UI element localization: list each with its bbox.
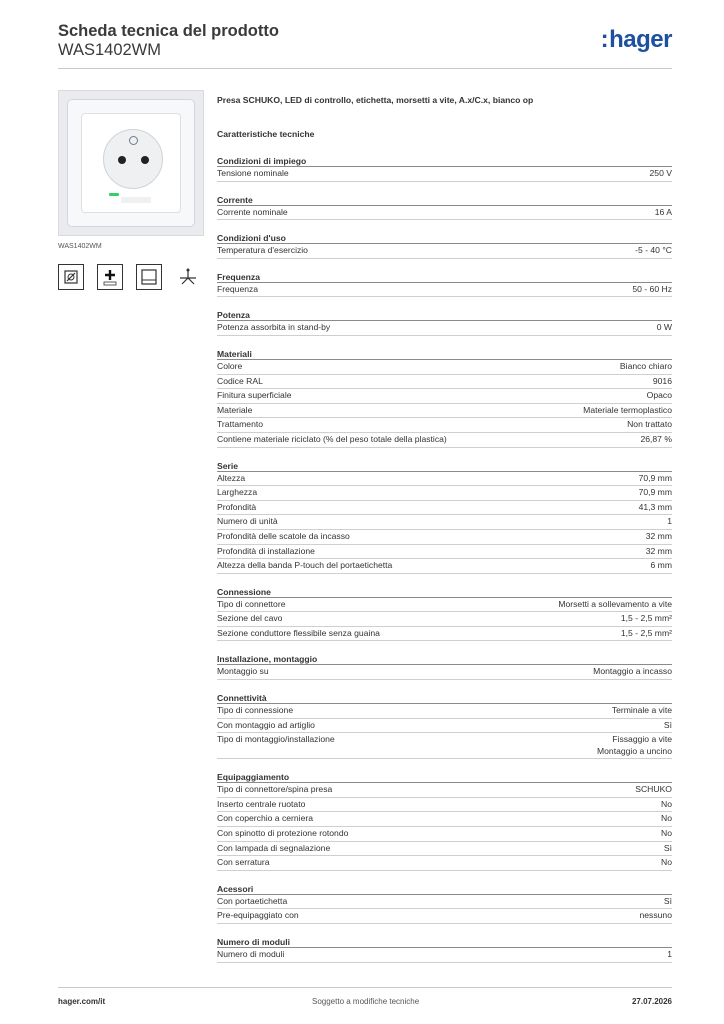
- spec-label: Codice RAL: [217, 375, 263, 386]
- pin-hole-right: [141, 156, 149, 164]
- spec-label: Numero di unità: [217, 516, 278, 527]
- spec-value: -5 - 40 °C: [635, 245, 672, 256]
- spec-value: No: [661, 828, 672, 839]
- spec-value: 9016: [652, 375, 672, 386]
- spec-value: Non trattato: [627, 419, 672, 430]
- section-title: Acessori: [217, 883, 672, 895]
- spec-value: Terminale a vite: [611, 705, 672, 716]
- spec-row: [217, 167, 672, 182]
- spec-value-line: Fissaggio a vite: [612, 734, 672, 745]
- spec-row: [217, 515, 672, 530]
- spec-row: [217, 530, 672, 545]
- section-title: Installazione, montaggio: [217, 653, 672, 665]
- cover-plate: [67, 99, 195, 227]
- spec-section: [217, 771, 672, 871]
- spec-row: [217, 598, 672, 613]
- module-frame-icon: [136, 264, 162, 290]
- spec-label: Montaggio su: [217, 666, 269, 677]
- footer-date: 27.07.2026: [631, 997, 672, 1006]
- spec-row: [217, 404, 672, 419]
- spec-label: Sezione del cavo: [217, 613, 283, 624]
- spec-value: Montaggio a incasso: [593, 666, 672, 677]
- pin-hole-left: [118, 156, 126, 164]
- spec-label: Numero di moduli: [217, 949, 285, 959]
- section-title: Condizioni d'uso: [217, 232, 672, 244]
- spec-row: [217, 812, 672, 827]
- spec-value: 1: [667, 949, 672, 959]
- spec-row: [217, 501, 672, 516]
- spec-value: 32 mm: [645, 545, 672, 556]
- spec-value: Sì: [663, 842, 672, 853]
- plus-symbol-icon: [97, 264, 123, 290]
- spec-row: [217, 321, 672, 336]
- spec-value: Bianco chiaro: [619, 360, 672, 371]
- spec-label: Potenza assorbita in stand-by: [217, 322, 331, 333]
- section-title: Connessione: [217, 586, 672, 598]
- spec-section: [217, 653, 672, 680]
- spec-value: nessuno: [639, 910, 672, 921]
- footer-divider: [58, 987, 672, 988]
- spec-row: [217, 627, 672, 642]
- spec-label: Profondità di installazione: [217, 545, 315, 556]
- spec-label: Altezza: [217, 472, 246, 483]
- spec-value: 250 V: [649, 168, 672, 178]
- spec-value: SCHUKO: [635, 784, 672, 795]
- section-title: Frequenza: [217, 271, 672, 283]
- product-description: Presa SCHUKO, LED di controllo, etichetta, morsetti a vite, A.x/C.x, bianco op: [217, 95, 534, 105]
- footer-website-link[interactable]: hager.com/it: [58, 997, 106, 1006]
- spec-value-line: Montaggio a uncino: [596, 745, 672, 756]
- header-divider: [58, 68, 672, 69]
- logo-text: hager: [609, 26, 672, 53]
- spec-value: Morsetti a sollevamento a vite: [558, 598, 672, 609]
- spec-section: [217, 586, 672, 642]
- spec-row: [217, 719, 672, 734]
- section-title: Numero di moduli: [217, 936, 672, 948]
- spec-value: 50 - 60 Hz: [632, 283, 672, 294]
- socket-insert: [81, 113, 181, 213]
- spec-row: [217, 895, 672, 910]
- spec-row: [217, 948, 672, 963]
- spec-row: [217, 856, 672, 871]
- section-title: Serie: [217, 460, 672, 472]
- spec-value: 41,3 mm: [638, 501, 672, 512]
- spec-value: Materiale termoplastico: [583, 404, 672, 415]
- document-title: Scheda tecnica del prodotto: [58, 22, 279, 40]
- section-title: Connettività: [217, 692, 672, 704]
- spec-label: Corrente nominale: [217, 206, 288, 217]
- spec-section: [217, 309, 672, 336]
- spec-label: Colore: [217, 360, 243, 371]
- spec-row: [217, 486, 672, 501]
- spec-row: [217, 798, 672, 813]
- spec-value: 32 mm: [645, 530, 672, 541]
- spec-row: [217, 206, 672, 221]
- spec-label: Finitura superficiale: [217, 390, 292, 401]
- spec-section: [217, 692, 672, 759]
- section-title: Potenza: [217, 309, 672, 321]
- spec-label: Materiale: [217, 404, 253, 415]
- spec-label: Larghezza: [217, 487, 258, 498]
- spec-row: [217, 612, 672, 627]
- spec-row: [217, 842, 672, 857]
- spec-value: 0 W: [656, 322, 672, 333]
- spec-row: [217, 433, 672, 448]
- spec-section: [217, 348, 672, 448]
- spec-row: [217, 418, 672, 433]
- earth-contact-icon: [129, 136, 138, 145]
- spec-label: Tipo di connettore: [217, 598, 286, 609]
- fixing-claw-icon: [175, 264, 201, 290]
- specs-heading: Caratteristiche tecniche: [217, 129, 315, 139]
- spec-value: Sì: [663, 719, 672, 730]
- spec-value: 1,5 - 2,5 mm²: [620, 613, 672, 624]
- spec-label: Tipo di montaggio/installazione: [217, 734, 335, 745]
- spec-row: [217, 665, 672, 680]
- spec-label: Con lampada di segnalazione: [217, 842, 331, 853]
- spec-value: [597, 733, 672, 758]
- spec-label: Temperatura d'esercizio: [217, 245, 308, 256]
- spec-section: [217, 936, 672, 963]
- spec-label: Contiene materiale riciclato (% del peso totale della plastica): [217, 433, 447, 444]
- spec-row: [217, 909, 672, 924]
- product-code: WAS1402WM: [58, 41, 161, 59]
- hager-logo[interactable]: :hager: [600, 26, 672, 53]
- spec-label: Profondità delle scatole da incasso: [217, 530, 350, 541]
- spec-row: [217, 827, 672, 842]
- spec-label: Pre-equipaggiato con: [217, 910, 299, 921]
- section-title: Condizioni di impiego: [217, 155, 672, 167]
- spec-row: [217, 360, 672, 375]
- spec-label: Con coperchio a cerniera: [217, 813, 314, 824]
- spec-value: 1: [667, 516, 672, 527]
- installation-icon: [58, 264, 84, 290]
- section-title: Corrente: [217, 194, 672, 206]
- spec-value: 1,5 - 2,5 mm²: [620, 627, 672, 638]
- spec-row: [217, 704, 672, 719]
- spec-label: Tipo di connessione: [217, 705, 294, 716]
- spec-sections: [217, 155, 672, 963]
- spec-section: [217, 232, 672, 259]
- spec-row: [217, 375, 672, 390]
- product-image: [58, 90, 204, 236]
- spec-label: Frequenza: [217, 283, 259, 294]
- page-header: [58, 20, 672, 70]
- socket-recess: [103, 129, 163, 189]
- spec-row: [217, 733, 672, 759]
- spec-label: Con portaetichetta: [217, 895, 288, 906]
- spec-row: [217, 244, 672, 259]
- spec-row: [217, 389, 672, 404]
- feature-icons: [58, 264, 204, 290]
- spec-section: [217, 271, 672, 298]
- spec-section: [217, 194, 672, 221]
- spec-section: [217, 460, 672, 574]
- spec-value: 26,87 %: [640, 433, 672, 444]
- spec-value: 70,9 mm: [638, 487, 672, 498]
- spec-row: [217, 783, 672, 798]
- spec-value: 16 A: [654, 206, 672, 217]
- spec-row: [217, 472, 672, 487]
- spec-value: Opaco: [646, 390, 672, 401]
- technical-specs: [217, 95, 672, 963]
- spec-label: Altezza della banda P-touch del portaetichetta: [217, 560, 393, 571]
- section-title: Equipaggiamento: [217, 771, 672, 783]
- footer-notice: Soggetto a modifiche tecniche: [312, 997, 420, 1006]
- spec-row: [217, 559, 672, 574]
- image-caption: WAS1402WM: [58, 243, 102, 250]
- spec-value: 6 mm: [650, 560, 672, 571]
- spec-label: Con spinotto di protezione rotondo: [217, 828, 349, 839]
- spec-row: [217, 283, 672, 298]
- spec-label: Tipo di connettore/spina presa: [217, 784, 333, 795]
- spec-row: [217, 545, 672, 560]
- spec-label: Sezione conduttore flessibile senza guaina: [217, 627, 380, 638]
- spec-value: No: [661, 813, 672, 824]
- spec-value: No: [661, 857, 672, 868]
- spec-label: Inserto centrale ruotato: [217, 798, 306, 809]
- spec-label: Profondità: [217, 501, 257, 512]
- spec-section: [217, 155, 672, 182]
- spec-label: Con serratura: [217, 857, 270, 868]
- spec-label: Tensione nominale: [217, 168, 289, 178]
- spec-value: 70,9 mm: [638, 472, 672, 483]
- section-title: Materiali: [217, 348, 672, 360]
- spec-label: Con montaggio ad artiglio: [217, 719, 315, 730]
- led-indicator: [109, 193, 119, 196]
- spec-section: [217, 883, 672, 924]
- spec-value: Sì: [663, 895, 672, 906]
- spec-value: No: [661, 798, 672, 809]
- label-holder: [121, 197, 151, 203]
- spec-label: Trattamento: [217, 419, 264, 430]
